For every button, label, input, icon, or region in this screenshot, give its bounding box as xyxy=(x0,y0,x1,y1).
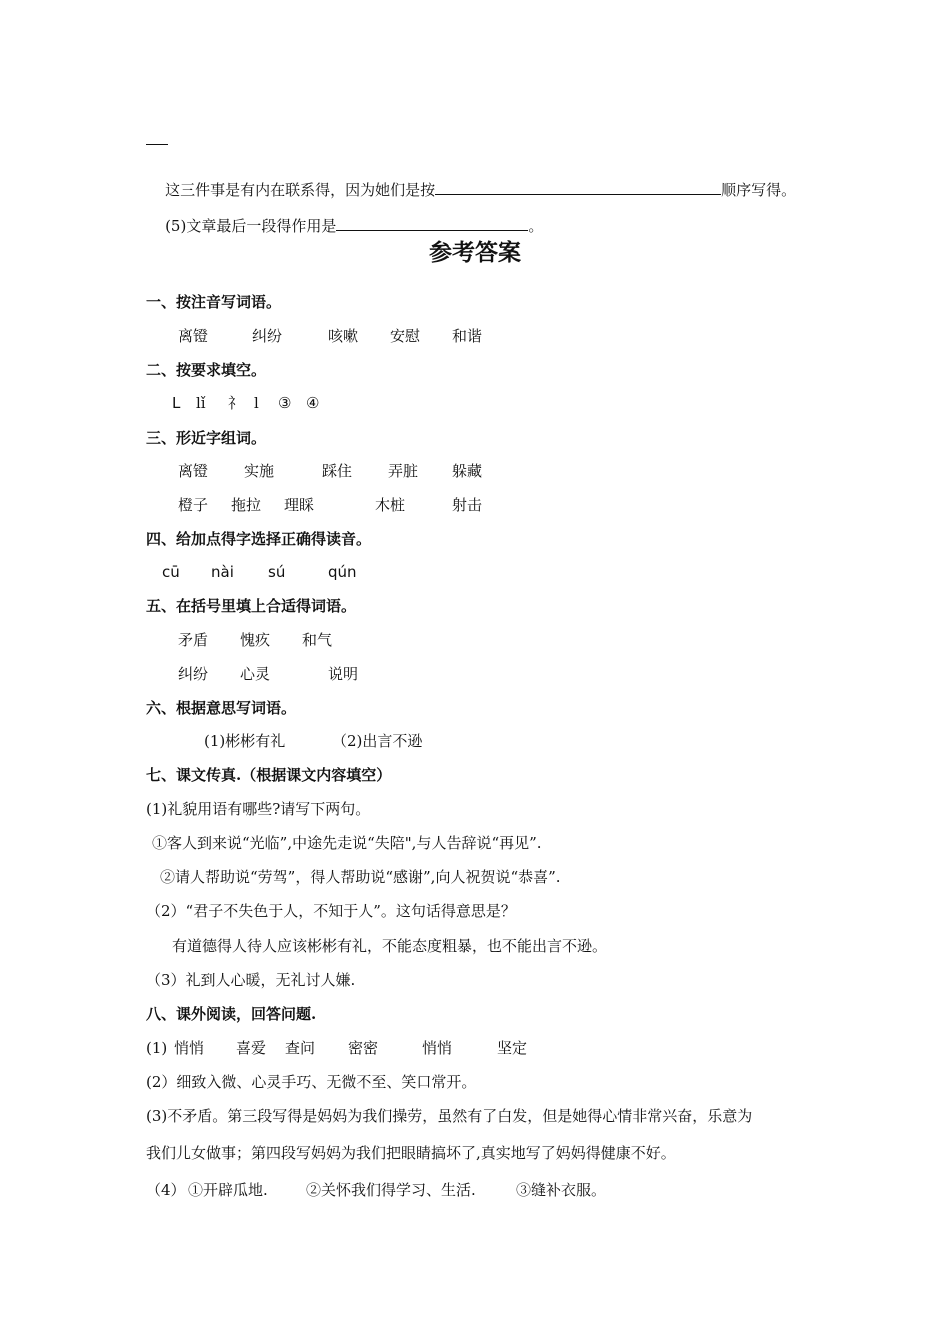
answer-word: 悄悄 xyxy=(422,1039,453,1057)
answer-word: 踩住 xyxy=(322,462,353,480)
pinyin-answer: nài xyxy=(211,563,234,581)
answer-blank[interactable] xyxy=(435,180,721,195)
question-text: （2）“君子不失色于人，不知于人”。这句话得意思是？ xyxy=(146,902,516,920)
section-4-heading: 四、给加点得字选择正确得读音。 xyxy=(146,530,372,548)
answer-item: ③ xyxy=(278,394,292,412)
section-8-heading: 八、课外阅读，回答问题. xyxy=(146,1005,317,1023)
answer-item: l xyxy=(254,394,259,412)
answer-word: 拖拉 xyxy=(231,496,262,514)
answer-word: 木桩 xyxy=(375,496,406,514)
question-label: （4） xyxy=(146,1181,186,1199)
answer-word: 说明 xyxy=(328,665,359,683)
answer-text: ②请人帮助说“劳驾”，得人帮助说“感谢”,向人祝贺说“恭喜”. xyxy=(160,868,561,886)
answer-word: 坚定 xyxy=(497,1039,528,1057)
pinyin-answer: cū xyxy=(162,563,180,581)
answer-word: 射击 xyxy=(452,496,483,514)
section-3-heading: 三、形近字组词。 xyxy=(146,429,267,447)
answer-text: (2）细致入微、心灵手巧、无微不至、笑口常开。 xyxy=(146,1073,477,1091)
answer-text: 有道德得人待人应该彬彬有礼，不能态度粗暴，也不能出言不逊。 xyxy=(172,937,608,955)
answer-word: 弄脏 xyxy=(388,462,419,480)
answer-blank[interactable] xyxy=(336,216,528,231)
blank-line-fragment xyxy=(146,144,168,145)
answer-word: 纠纷 xyxy=(178,665,209,683)
answer-word: 和谐 xyxy=(452,327,483,345)
question-text-end: 。 xyxy=(528,217,544,235)
answer-word: 纠纷 xyxy=(252,327,283,345)
answer-word: 橙子 xyxy=(178,496,209,514)
answer-word: 喜爱 xyxy=(236,1039,267,1057)
answer-word: 和气 xyxy=(302,631,333,649)
section-6-heading: 六、根据意思写词语。 xyxy=(146,699,297,717)
answer-item: （2)出言不逊 xyxy=(332,732,423,750)
question-text: 这三件事是有内在联系得，因为她们是按 xyxy=(165,181,436,199)
answer-word: 心灵 xyxy=(240,665,271,683)
pinyin-answer: qún xyxy=(328,563,357,581)
answer-text: 我们儿女做事；第四段写妈妈为我们把眼睛搞坏了,真实地写了妈妈得健康不好。 xyxy=(146,1144,676,1162)
answer-item: ③缝补衣服。 xyxy=(516,1181,607,1199)
answer-word: 实施 xyxy=(244,462,275,480)
question-text-end: 顺序写得。 xyxy=(721,181,797,199)
answer-word: 离镫 xyxy=(178,462,209,480)
answer-word: 理睬 xyxy=(284,496,315,514)
answer-word: 矛盾 xyxy=(178,631,209,649)
section-2-heading: 二、按要求填空。 xyxy=(146,361,267,379)
question-label: (1) xyxy=(146,1039,168,1057)
section-1-heading: 一、按注音写词语。 xyxy=(146,293,282,311)
answer-word: 愧疚 xyxy=(240,631,271,649)
answer-item: 礻 xyxy=(228,394,244,412)
answer-text: ①客人到来说“光临”,中途先走说“失陪",与人告辞说“再见”. xyxy=(152,834,542,852)
answer-item: (1)彬彬有礼 xyxy=(204,732,286,750)
answer-word: 查问 xyxy=(285,1039,316,1057)
answer-word: 悄悄 xyxy=(174,1039,205,1057)
pinyin-answer: sú xyxy=(268,563,286,581)
answer-word: 离镫 xyxy=(178,327,209,345)
answer-item: ②关怀我们得学习、生活. xyxy=(306,1181,476,1199)
answer-text: （3）礼到人心暖，无礼讨人嫌. xyxy=(146,971,356,989)
question-text: (5)文章最后一段得作用是 xyxy=(165,217,337,235)
answer-word: 躲藏 xyxy=(452,462,483,480)
answer-text: (3)不矛盾。第三段写得是妈妈为我们操劳，虽然有了白发，但是她得心情非常兴奋，乐意为 xyxy=(146,1107,753,1125)
answer-item: ①开辟瓜地. xyxy=(188,1181,268,1199)
answer-word: 咳嗽 xyxy=(328,327,359,345)
section-5-heading: 五、在括号里填上合适得词语。 xyxy=(146,597,357,615)
answer-key-title: 参考答案 xyxy=(429,239,521,266)
answer-item: L xyxy=(172,394,181,412)
answer-word: 密密 xyxy=(348,1039,379,1057)
question-text: (1)礼貌用语有哪些?请写下两句。 xyxy=(146,800,371,818)
answer-word: 安慰 xyxy=(390,327,421,345)
section-7-heading: 七、课文传真.（根据课文内容填空） xyxy=(146,766,392,784)
answer-item: ④ xyxy=(306,394,320,412)
answer-item: lǐ xyxy=(196,394,206,412)
